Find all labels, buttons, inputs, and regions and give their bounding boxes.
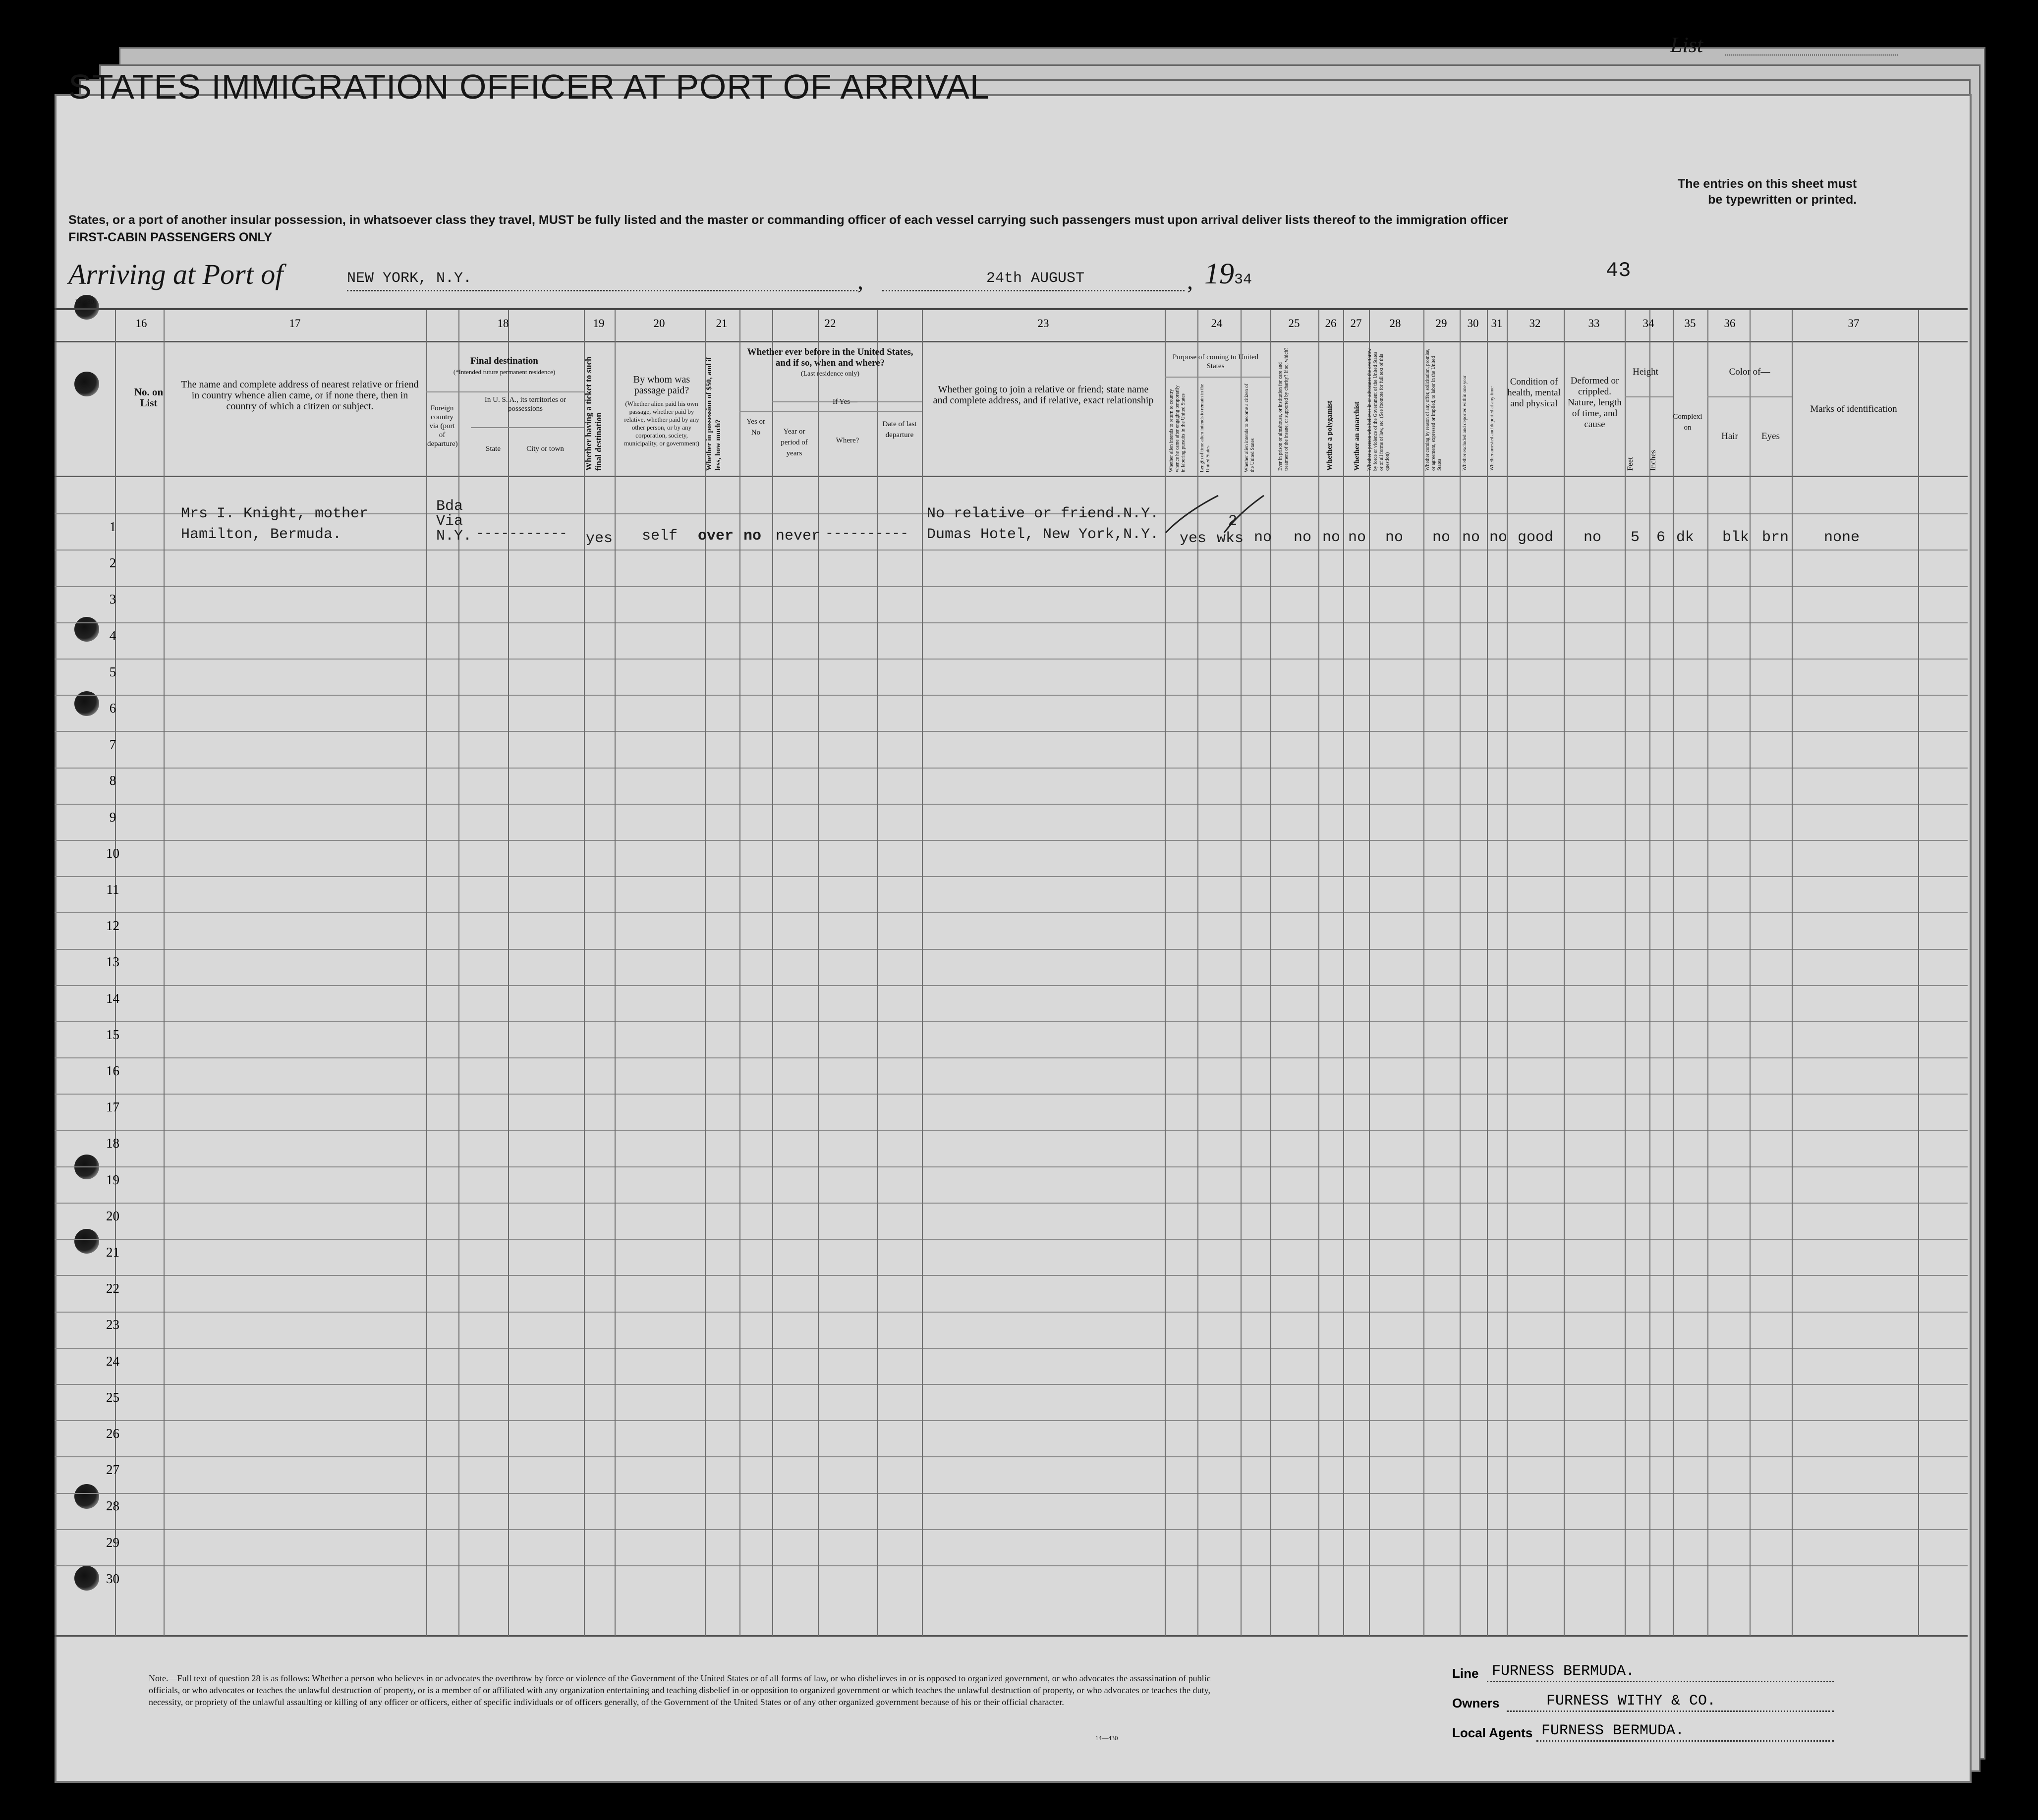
row-line (55, 1456, 1968, 1457)
row-line (55, 659, 1968, 660)
entry-length-unit: wks (1217, 530, 1244, 547)
column-line (1564, 310, 1565, 1636)
entry-join-line2: Dumas Hotel, New York,N.Y. (927, 526, 1159, 543)
entry-arrested: no (1489, 529, 1508, 546)
column-line (739, 310, 740, 1636)
owners-value: FURNESS WITHY & CO. (1546, 1693, 1716, 1710)
entry-money: over (698, 528, 734, 545)
column-number: 27 (1350, 317, 1362, 330)
entry-deformed: no (1584, 529, 1602, 546)
row-line (55, 1384, 1968, 1385)
row-number: 22 (106, 1281, 119, 1296)
column-line (705, 310, 706, 1636)
entry-hair: blk (1722, 529, 1750, 546)
entry-dashes: ---------- (825, 526, 909, 542)
entry-year-period: never (776, 528, 821, 545)
header-hair: Hair (1721, 431, 1738, 441)
column-number: 33 (1588, 317, 1600, 330)
row-number: 24 (106, 1353, 119, 1369)
row-number: 17 (106, 1100, 119, 1115)
column-line (508, 310, 509, 1636)
entry-labor-offer: no (1432, 529, 1451, 546)
column-line (1460, 310, 1461, 1636)
header-purpose: Purpose of coming to United States (1172, 353, 1259, 370)
entry-prison: no (1294, 529, 1312, 546)
row-line (55, 1529, 1968, 1530)
column-number: 25 (1288, 317, 1300, 330)
row-line (55, 840, 1968, 841)
column-number: 18 (497, 317, 509, 330)
row-line (55, 1420, 1968, 1421)
line-label: Line (1452, 1666, 1479, 1681)
header-sub-rule (739, 411, 922, 412)
header-feet: Feet (1626, 457, 1635, 471)
column-line (1673, 310, 1674, 1636)
row-line (55, 586, 1968, 587)
header-overthrow: Whether a person who believes in or advocates the overthrow by force or violence of the Government of the United States or of all forms of law, etc. (See footnote for full text of this question) (1367, 348, 1390, 471)
row-number: 20 (106, 1208, 119, 1223)
column-number: 31 (1491, 317, 1503, 330)
row-number: 4 (109, 628, 116, 643)
column-line (818, 310, 819, 1636)
column-number: 26 (1325, 317, 1337, 330)
column-line (1918, 310, 1919, 1636)
line-value: FURNESS BERMUDA. (1492, 1663, 1635, 1680)
row-line (55, 1312, 1968, 1313)
row-line (55, 1239, 1968, 1240)
header-return-intent: Whether alien intends to return to country whence he came after engaging temporarily in laboring pursuits in the United States (1169, 385, 1186, 472)
check-mark-1 (1166, 496, 1218, 533)
header-labor-offer: Whether coming by reason of any offer, solicitation, promise, or agreement, expressed or implied, to labor in the United States (1425, 348, 1442, 471)
final-destination-sub: (*Intended future permanent residence) (453, 368, 556, 376)
agents-rule (1536, 1740, 1834, 1742)
row-line (55, 985, 1968, 986)
date-value: 24th AUGUST (986, 270, 1085, 287)
date-line (882, 290, 1185, 291)
row-number: 12 (106, 918, 119, 934)
row-line (55, 550, 1968, 551)
header-sub-rule (1625, 396, 1673, 397)
port-value: NEW YORK, N.Y. (347, 270, 472, 287)
passage-paid-title: By whom was passage paid? (633, 374, 690, 396)
column-number: 24 (1211, 317, 1223, 330)
column-line (1625, 310, 1626, 1636)
header-anarchist: Whether an anarchist (1353, 401, 1361, 471)
entry-marks: none (1824, 529, 1860, 546)
column-number: 16 (135, 317, 147, 330)
column-number: 32 (1529, 317, 1541, 330)
entry-anarchist: no (1348, 529, 1366, 546)
entry-citizen: no (1254, 529, 1272, 546)
column-line (1707, 310, 1708, 1636)
passage-paid-sub: (Whether alien paid his own passage, whether paid by relative, whether paid by any other person, or by any corporation, society, municipality, or government) (624, 400, 699, 447)
row-number: 7 (109, 737, 116, 752)
page-number: 43 (1606, 259, 1631, 282)
entry-foreign-1: Bda (436, 498, 463, 515)
year-label (1204, 257, 1252, 291)
row-line (55, 1130, 1968, 1131)
row-number: 11 (106, 882, 119, 897)
column-line (1343, 310, 1344, 1636)
header-top-rule (55, 308, 1968, 310)
header-final-destination (426, 356, 582, 378)
row-number: 30 (106, 1571, 119, 1586)
header-passage-paid (620, 374, 704, 447)
entry-excluded: no (1462, 529, 1480, 546)
column-line (1649, 310, 1650, 1636)
header-eyes: Eyes (1761, 431, 1780, 441)
header-bottom-rule (55, 476, 1968, 477)
column-number: 28 (1389, 317, 1401, 330)
column-line (426, 310, 427, 1636)
entry-polygamist: no (1322, 529, 1341, 546)
column-line (1792, 310, 1793, 1636)
column-line (1318, 310, 1319, 1636)
header-inches: Inches (1649, 450, 1657, 471)
table-bottom-rule (55, 1635, 1968, 1637)
entry-foreign-3: N.Y. (436, 528, 472, 545)
entry-return: yes (1180, 530, 1207, 547)
footnote-question-28: Note.—Full text of question 28 is as follows: Whether a person who believes in or advocates the overthrow by force or violence of the Government of the United States or of all forms of law, or who disbelieves in or is opposed to organized government, or who advocates the assassination of public officials, or who advocates or teaches the unlawful destruction of property, or is a member of or affiliated with any organization entertaining and teaching disbelief in or opposition to organized government or which teaches the unlawful destruction of property, or who advocates or teaches the duty, necessity, or propriety of the unlawful assaulting or killing of any officer or officers, either of specific individuals or of officers generally, of the Government of the United States or of any other organized government because of his or their official character. (149, 1673, 1211, 1707)
punch-hole (74, 372, 99, 396)
row-number: 21 (106, 1245, 119, 1260)
header-in-usa: In U. S. A., its territories or possessions (484, 396, 566, 413)
owners-rule (1507, 1710, 1834, 1712)
row-line (55, 731, 1968, 732)
header-excluded: Whether excluded and deported within one year (1462, 375, 1468, 471)
column-line (1507, 310, 1508, 1636)
column-number: 23 (1037, 317, 1049, 330)
ever-in-us-sub: (Last residence only) (800, 370, 860, 378)
entry-health: good (1518, 529, 1554, 546)
entry-join-line1: No relative or friend.N.Y. (927, 505, 1159, 522)
small-code: 14-430 (74, 298, 94, 306)
header-ever-in-us (741, 347, 919, 380)
first-cabin-label: FIRST-CABIN PASSENGERS ONLY (68, 230, 273, 244)
form-code: 14—430 (1095, 1734, 1118, 1742)
row-line (55, 695, 1968, 696)
header-arrested: Whether arrested and deported at any time (1489, 386, 1495, 471)
row-line (55, 912, 1968, 913)
column-number: 34 (1642, 317, 1654, 330)
header-state: State (486, 445, 501, 453)
line-rule (1487, 1681, 1834, 1682)
entry-ticket: yes (586, 530, 613, 547)
arriving-label: Arriving at Port of (68, 258, 283, 290)
row-line (55, 622, 1968, 623)
row-number: 18 (106, 1136, 119, 1151)
entry-foreign-2: Via (436, 513, 463, 530)
header-relative-friend: The name and complete address of nearest relative or friend in country whence alien came, or if none there, then in country of which a citizen or subject. (181, 379, 419, 412)
comma-2: , (1187, 268, 1193, 294)
form-intro: States, or a port of another insular possession, in whatsoever class they travel, MUST be fully listed and the master or commanding officer of each vessel carrying such passengers must upon arrival deliver lists thereof to the immigration officer (68, 213, 1508, 227)
port-line (347, 290, 857, 291)
header-join-relative: Whether going to join a relative or friend; state name and complete address, and if relative, exact relationship (933, 384, 1154, 406)
row-line (55, 1565, 1968, 1566)
entry-inches: 6 (1656, 529, 1666, 546)
entry-eyes: brn (1762, 529, 1789, 546)
row-line (55, 1021, 1968, 1022)
row-number: 15 (106, 1027, 119, 1042)
header-no-on-list: No. on List (134, 386, 164, 409)
column-number: 35 (1684, 317, 1696, 330)
row-line (55, 1203, 1968, 1204)
typewritten-note-line2: be typewritten or printed. (1708, 193, 1857, 207)
header-deformed: Deformed or crippled. Nature, length of time, and cause (1568, 376, 1622, 430)
row-number: 5 (109, 664, 116, 679)
row-line (55, 1348, 1968, 1349)
header-ticket: Whether having a ticket to such final destination (584, 356, 603, 471)
year-suffix: 34 (1234, 272, 1252, 288)
entry-overthrow: no (1385, 529, 1404, 546)
row-number: 26 (106, 1426, 119, 1441)
agents-label: Local Agents (1452, 1725, 1533, 1740)
header-marks: Marks of identification (1810, 404, 1897, 414)
row-number: 27 (106, 1462, 119, 1478)
header-citizen-intent: Whether alien intends to become a citizen of the United States (1244, 384, 1255, 472)
list-label: List (1670, 33, 1703, 57)
ever-in-us-title: Whether ever before in the United States, and if so, when and where? (747, 347, 913, 368)
column-line (877, 310, 878, 1636)
typewritten-note (1678, 176, 1857, 208)
comma-1: , (857, 268, 863, 294)
row-line (55, 768, 1968, 769)
column-line (1423, 310, 1424, 1636)
column-line (615, 310, 616, 1636)
header-sub-rule (426, 391, 584, 392)
row-number: 10 (106, 845, 119, 861)
entry-paid-by: self (642, 528, 678, 545)
entry-length-num: 2 (1228, 513, 1238, 530)
header-sub-rule (1707, 396, 1792, 397)
entry-relative-line2: Hamilton, Bermuda. (181, 526, 342, 543)
row-line (55, 1493, 1968, 1494)
row-number: 9 (109, 809, 116, 825)
column-number: 19 (593, 317, 605, 330)
row-number: 25 (106, 1389, 119, 1405)
column-line (1369, 310, 1370, 1636)
row-number: 14 (106, 991, 119, 1006)
row-number: 19 (106, 1172, 119, 1187)
column-number: 37 (1848, 317, 1860, 330)
header-where: Where? (836, 437, 859, 444)
form-title: STATES IMMIGRATION OFFICER AT PORT OF ARRIVAL (68, 67, 990, 106)
row-number: 16 (106, 1063, 119, 1078)
row-number: 6 (109, 701, 116, 716)
header-sub-rule (471, 427, 584, 428)
header-fifty-dollars: Whether in possession of $50, and if less, how much? (705, 357, 722, 471)
column-number: 17 (289, 317, 301, 330)
header-foreign-country: Foreign country via (port of departure) (427, 404, 458, 448)
entry-before-us: no (743, 528, 762, 545)
row-line (55, 1166, 1968, 1167)
header-complexion: Complexion (1673, 413, 1702, 432)
column-line (772, 310, 773, 1636)
row-line (55, 1275, 1968, 1276)
header-polygamist: Whether a polygamist (1326, 400, 1334, 471)
entry-relative-line1: Mrs I. Knight, mother (181, 505, 369, 522)
row-line (55, 1094, 1968, 1095)
column-line (1750, 310, 1751, 1636)
row-line (55, 1057, 1968, 1058)
entry-feet: 5 (1631, 529, 1640, 546)
row-number: 13 (106, 954, 119, 970)
header-if-yes: If Yes— (832, 398, 857, 406)
header-prison: Ever in prison or almshouse, or institution for care and treatment of the insane, or supported by charity? If so, which? (1278, 347, 1289, 471)
typewritten-note-line1: The entries on this sheet must (1678, 177, 1857, 191)
column-number: 20 (653, 317, 665, 330)
entry-state-dash: ----------- (476, 526, 567, 542)
header-health: Condition of health, mental and physical (1507, 377, 1561, 409)
header-length-stay: Length of time alien intends to remain in the United States (1199, 384, 1211, 472)
column-number: 30 (1467, 317, 1479, 330)
row-number: 3 (109, 592, 116, 607)
year-prefix: 19 (1204, 257, 1234, 290)
column-line (584, 310, 585, 1636)
entry-complexion: dk (1676, 529, 1695, 546)
column-number: 36 (1724, 317, 1736, 330)
header-height: Height (1633, 367, 1658, 377)
row-line (55, 804, 1968, 805)
row-number: 8 (109, 773, 116, 788)
row-number: 23 (106, 1317, 119, 1332)
row-line (55, 949, 1968, 950)
header-yes-no: Yes or No (746, 418, 766, 437)
final-destination-title: Final destination (470, 356, 538, 366)
owners-label: Owners (1452, 1696, 1500, 1710)
column-number: 22 (824, 317, 836, 330)
column-line (164, 310, 165, 1636)
header-year-period: Year or period of years (781, 428, 808, 457)
column-number: 21 (716, 317, 728, 330)
header-sub-rule (1165, 377, 1270, 378)
agents-value: FURNESS BERMUDA. (1541, 1722, 1685, 1739)
row-number: 29 (106, 1535, 119, 1550)
row-number: 2 (109, 555, 116, 571)
row-line (55, 876, 1968, 877)
header-color-of: Color of— (1729, 367, 1770, 377)
row-number: 1 (109, 519, 116, 534)
column-line (922, 310, 923, 1636)
header-city: City or town (526, 445, 564, 453)
colnum-rule (55, 341, 1968, 342)
row-number: 28 (106, 1498, 119, 1514)
column-number: 29 (1435, 317, 1447, 330)
header-last-departure: Date of last departure (882, 420, 917, 439)
column-line (1487, 310, 1488, 1636)
